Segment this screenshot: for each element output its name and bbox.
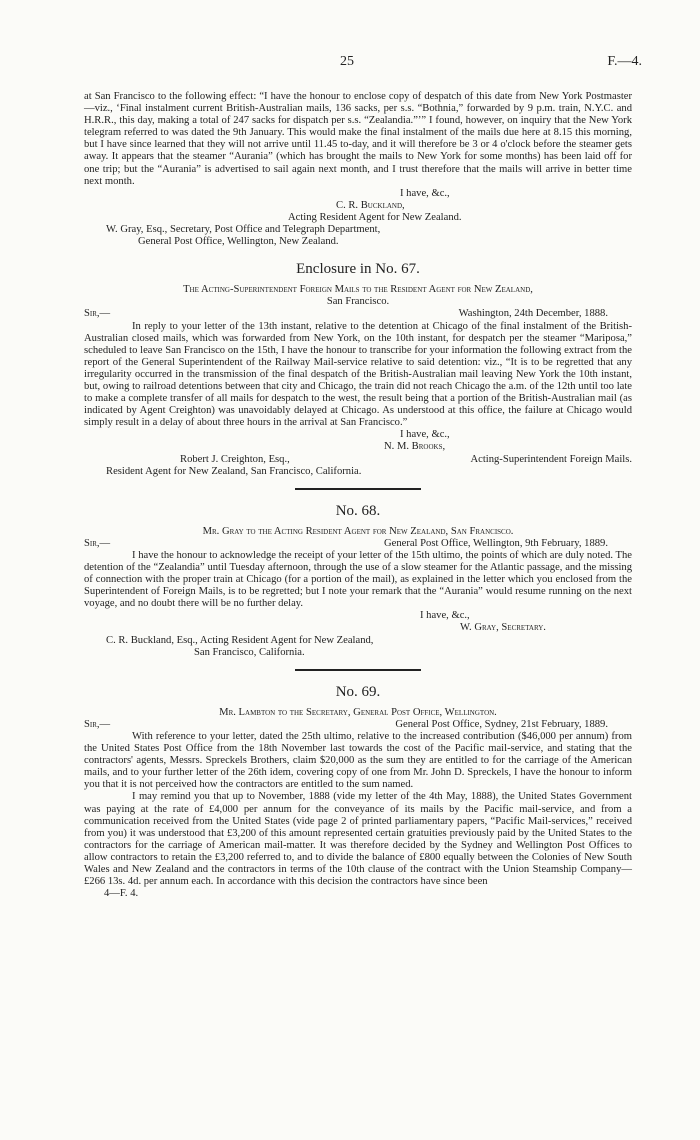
document-68 — [84, 502, 632, 671]
addressee-line-2: San Francisco, California. — [194, 646, 305, 658]
section-divider — [295, 669, 421, 671]
paper-reference: F.—4. — [607, 54, 642, 69]
salutation-row — [84, 308, 632, 320]
document-body: I have the honour to acknowledge the receipt of your letter of the 15th ultimo, the points of which are duly noted. The detention of the “Zealandia” until Tuesday afternoon, through the use of a slow steamer for the Atlantic passage, and the missing of connection with the proper train at Chicago (for a portion of the mail), as explained in the letter which you enclosed from the Superintendent of Foreign Mails, is to be regretted; but I note your remark that the “Aurania” would resume running on the next voyage, and no doubt there will be no further delay. — [84, 549, 632, 610]
salutation: Sir,— — [84, 537, 111, 549]
closing: I have, &c., — [400, 429, 450, 441]
enclosure-67 — [84, 260, 632, 490]
salutation-row — [84, 538, 632, 550]
place-date: General Post Office, Sydney, 21st February, 1889. — [395, 718, 608, 730]
signature-title: Acting Resident Agent for New Zealand. — [288, 211, 462, 223]
letter-continuation — [84, 91, 632, 248]
addressee-line-1: Robert J. Creighton, Esq., — [180, 453, 290, 465]
document-intro: Mr. Lambton to the Secretary, General Post Office, Wellington. — [219, 706, 497, 718]
signature: N. M. Brooks, — [384, 441, 446, 453]
signature-title: Acting-Superintendent Foreign Mails. — [470, 453, 632, 465]
enclosure-body: In reply to your letter of the 13th instant, relative to the detention at Chicago of the final instalment of the British-Australian closed mails, which was forwarded from New York, on the 10th instant, for despatch per the steamer “Mariposa,” scheduled to leave San Francisco on the 15th, I have the honour to transcribe for your information the following extract from the report of the General Superintendent of the Railway Mail-service relative to said detention: viz., “It is to be regretted that any irregularity occurred in the transmission of the final despatch of the British-Australian mail leaving New York the 10th instant, but, owing to railroad detentions between that city and Chicago, the train did not reach Chicago the a.m. of the 12th until too late to make a complete transfer of all mails for despatch to the west, the result being that a portion of the British-Australian mail (as indicated by Agent Creighton) was unavoidably delayed at Chicago. As understood at this office, the failure at Chicago would simply result in a delay of about three hours in the arrival at San Francisco.” — [84, 320, 632, 429]
document-intro: Mr. Gray to the Acting Resident Agent for New Zealand, San Francisco. — [202, 525, 514, 537]
document-paragraph-1: With reference to your letter, dated the 25th ultimo, relative to the increased contribution ($46,000 per annum) from the United States Post Office from the 18th November last towards the cost of the Pacific mail-service, and stating that the contractors' agents, Messrs. Spreckels Brothers, claim $20,000 as the sum they are entitled to for the carriage of the American mails, and to your further letter of the 26th idem, covering copy of one from Mr. John D. Spreckels, I have the honour to inform you that it is not perceived how the contractors are entitled to the sum named. — [84, 730, 632, 791]
page-header — [0, 56, 700, 76]
document-69 — [84, 683, 632, 901]
addressee-line-1: W. Gray, Esq., Secretary, Post Office and Telegraph Department, — [106, 224, 381, 236]
enclosure-intro — [84, 284, 632, 308]
addressee-line-2: General Post Office, Wellington, New Zealand. — [138, 236, 339, 248]
signature-row — [84, 454, 632, 466]
closing: I have, &c., — [400, 187, 450, 199]
intro-line-2: San Francisco. — [326, 296, 390, 308]
enclosure-heading: Enclosure in No. 67. — [296, 261, 420, 278]
signature: C. R. Buckland, — [336, 199, 405, 211]
document-heading: No. 68. — [335, 502, 381, 519]
closing: I have, &c., — [420, 610, 470, 622]
addressee-line-1: C. R. Buckland, Esq., Acting Resident Agent for New Zealand, — [106, 634, 374, 646]
salutation: Sir,— — [84, 718, 111, 730]
salutation: Sir,— — [84, 308, 111, 320]
intro-line-1: The Acting-Superintendent Foreign Mails to the Resident Agent for New Zealand, — [183, 284, 533, 296]
document-paragraph-2: I may remind you that up to November, 1888 (vide my letter of the 4th May, 1888), the United States Government was paying at the rate of £4,000 per annum for the conveyance of its mails by the Pacific mail-service, and from a communication received from the United States (vide page 2 of printed parliamentary papers, “Pacific Mail-services,” received from you) it was understood that £3,200 of this amount represented certain gratuities previously paid by the United States to the contractors for the carriage of American mail-matter. It was therefore decided by the Sydney and Wellington Post Offices to allow contractors to retain the £3,200 referred to, and to divide the balance of £800 equally between the Colonies of New South Wales and New Zealand and the contractors in terms of the 10th clause of the contract with the Union Steamship Company—£266 13s. 4d. per annum each. In accordance with this decision the contractors have since been — [84, 791, 632, 888]
signature: W. Gray, Secretary. — [460, 622, 546, 634]
addressee-line-2: Resident Agent for New Zealand, San Francisco, California. — [106, 465, 362, 477]
section-divider — [295, 488, 421, 490]
place-date: Washington, 24th December, 1888. — [458, 308, 608, 320]
page-content — [84, 91, 632, 900]
place-date: General Post Office, Wellington, 9th February, 1889. — [383, 537, 608, 549]
salutation-row — [84, 719, 632, 731]
page-number: 25 — [340, 54, 354, 69]
signature-reference: 4—F. 4. — [104, 888, 139, 900]
document-heading: No. 69. — [335, 683, 381, 700]
letter-body: at San Francisco to the following effect: “I have the honour to enclose copy of despatch of this date from New York Postmaster—viz., ‘Final instalment current British-Australian mails, 136 sacks, per s.s. “Bothnia,” forwarded by 9 p.m. train, N.Y.C. and H.R.R., this day, making a total of 247 sacks for dispatch per s.s. “Zealandia.”’” I found, however, on inquiry that the New York telegram referred to was dated the 9th January. This would make the final instalment of the mails due here at 8.15 this morning, but I have since learned that they will not arrive until 11.45 to-day, and it will therefore be 3 or 4 o'clock before the steamer gets away. It appears that the steamer “Aurania” (which has brought the mails to New York for some months) has been laid off for one trip; but the “Aurania” is advertised to sail again next month, and I trust therefore that the mails will arrive in better time next month. — [84, 91, 632, 187]
